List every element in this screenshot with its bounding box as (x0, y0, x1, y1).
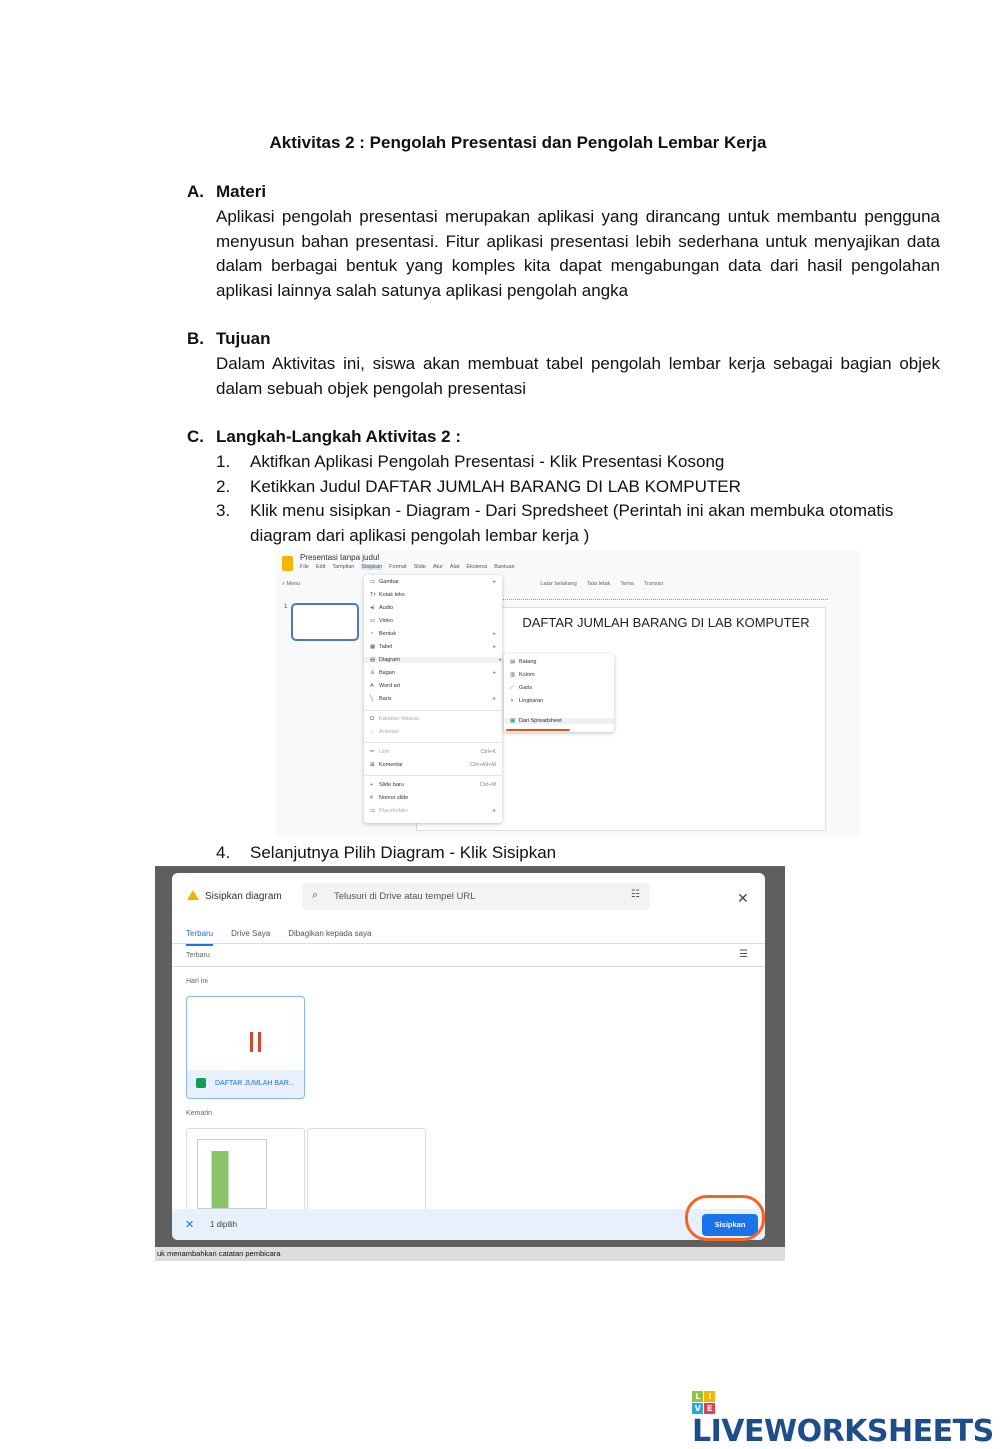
menu-tampilan[interactable]: Tampilan (332, 564, 355, 570)
logo-letter-tile: E (704, 1403, 715, 1414)
menu-item-icon: ▭ (370, 618, 376, 624)
speaker-notes: uk menambahkan catatan pembicara (155, 1247, 785, 1261)
section-a-body: Aplikasi pengolah presentasi merupakan aplikasi yang dirancang untuk membantu pengguna menyusun bahan presentasi. Fitur aplikasi presentasi lebih sederhana untuk menyajikan data dalam berbagai bentuk yang komples kita dapat mengabungan data dari hasil pengolahan aplikasi lainnya salah satunya aplikasi pengolah angka (216, 207, 940, 300)
spreadsheet-thumbnail (197, 1139, 267, 1209)
tab-drive-saya[interactable]: Drive Saya (231, 929, 271, 938)
menu-item-label: Nomor slide (379, 795, 409, 801)
live-logo-icon (692, 1391, 715, 1414)
menu-item-label: Batang (519, 659, 537, 665)
insert-menu-item[interactable] (370, 749, 496, 756)
insert-menu-item[interactable] (370, 670, 496, 676)
transition-button[interactable]: Transisi (643, 581, 663, 587)
menu-divider (364, 775, 502, 776)
menu-item-label: Dari Spreadsheet (519, 718, 562, 724)
menu-item-shortcut: Ctrl+K (480, 749, 496, 755)
close-icon[interactable]: ✕ (737, 890, 749, 906)
logo-letter-tile: V (692, 1403, 703, 1414)
page-title: Aktivitas 2 : Pengolah Presentasi dan Pengolah Lembar Kerja (269, 133, 767, 152)
group-today: Hari ini (186, 978, 208, 985)
menu-sisipkan[interactable]: Sisipkan (361, 564, 383, 570)
divider (172, 966, 765, 967)
menu-item-icon: Ω (370, 716, 375, 722)
slides-insert-menu-screenshot (276, 550, 860, 837)
ruler (498, 594, 828, 600)
menu-item-shortcut: Ctrl+M (479, 782, 496, 788)
menu-item-icon: + (370, 782, 374, 788)
menu-item-icon: ╲ (370, 696, 374, 702)
diagram-submenu (504, 654, 614, 732)
menu-item-icon: ♙ (370, 670, 375, 676)
dialog-title: Sisipkan diagram (187, 890, 282, 902)
menu-item-label: Animasi (379, 729, 399, 735)
insert-chart-dialog-screenshot (155, 866, 785, 1261)
menu-alat[interactable]: Alat (449, 564, 460, 570)
document-title: Presentasi tanpa judul (300, 553, 380, 562)
layout-button[interactable]: Tata letak (586, 581, 611, 587)
insert-menu-item[interactable] (370, 605, 496, 611)
insert-menu-item[interactable] (370, 683, 496, 689)
menu-item-icon: # (370, 795, 374, 801)
logo-letter-tile: I (704, 1391, 715, 1402)
blank-file-card[interactable] (307, 1128, 426, 1213)
slide-thumbnail[interactable] (291, 603, 359, 641)
logo-letter-tile: L (692, 1391, 703, 1402)
menu-item-shortcut: ▸ (499, 657, 502, 663)
menu-item-label: Video (379, 618, 393, 624)
chart-file-card-selected[interactable] (186, 996, 305, 1099)
insert-menu-item[interactable] (370, 782, 496, 788)
menu-item-label: Word art (379, 683, 400, 689)
menu-item-icon: ▦ (370, 644, 376, 650)
menu-item-icon: ◔ (370, 631, 374, 637)
diagram-menu-item[interactable] (510, 698, 610, 704)
drive-search-input[interactable]: ⌕ Telusuri di Drive atau tempel URL ☷ (302, 883, 650, 910)
menu-search[interactable]: ⌕ Menu (282, 580, 301, 587)
insert-menu-item[interactable] (370, 795, 496, 801)
menu-item-label: Bentuk (379, 631, 397, 637)
menu-item-shortcut: ▸ (493, 670, 496, 676)
menu-item-label: Diagram (379, 657, 400, 663)
menu-item-icon: ▦ (510, 718, 516, 724)
insert-menu-item[interactable] (370, 592, 496, 598)
menu-item-shortcut: Ctrl+Alt+M (470, 762, 496, 768)
menu-item-icon: Tт (370, 592, 376, 598)
menu-item-label: Kolom (519, 672, 535, 678)
menu-bar (300, 564, 515, 570)
diagram-menu-item[interactable] (510, 672, 610, 678)
sheets-icon (196, 1078, 206, 1088)
menu-item-icon: ▭ (370, 579, 376, 585)
insert-menu-item[interactable] (370, 762, 496, 768)
menu-item-icon: ▭ (370, 808, 376, 814)
section-c-heading: C. Langkah-Langkah Aktivitas 2 : (187, 427, 461, 446)
filter-icon[interactable]: ☷ (631, 889, 640, 900)
menu-bantuan[interactable]: Bantuan (494, 564, 515, 570)
insert-menu-item[interactable] (370, 579, 496, 585)
spreadsheet-file-card[interactable] (186, 1128, 305, 1213)
tab-dibagikan[interactable]: Dibagikan kepada saya (288, 929, 372, 938)
tab-terbaru[interactable]: Terbaru (186, 929, 213, 946)
step-2: 2. Ketikkan Judul DAFTAR JUMLAH BARANG DI LAB KOMPUTER (216, 477, 741, 496)
slide-number: 1 (284, 604, 288, 610)
menu-item-icon: ⊞ (370, 762, 375, 768)
menu-item-icon: ⟋ (510, 685, 514, 691)
menu-item-icon: ◌ (370, 729, 374, 735)
menu-format[interactable]: Format (389, 564, 407, 570)
insert-menu-item[interactable] (364, 657, 502, 663)
menu-item-label: Bagan (379, 670, 395, 676)
selection-bar (172, 1209, 765, 1240)
slides-logo-icon (282, 556, 293, 571)
theme-button[interactable]: Tema (620, 581, 634, 587)
menu-item-shortcut: ▸ (493, 631, 496, 637)
liveworksheets-logo: L I V E LIVEWORKSHEETS (692, 1392, 994, 1449)
diagram-menu-item[interactable] (504, 718, 614, 724)
group-yesterday: Kemarin (186, 1110, 213, 1117)
menu-item-label: Lingkaran (519, 698, 544, 704)
menu-item-shortcut: ▸ (493, 808, 496, 814)
menu-item-icon: ◂) (370, 605, 375, 611)
menu-item-label: Gambar (379, 579, 399, 585)
menu-item-label: Audio (379, 605, 394, 611)
section-b-body: Dalam Aktivitas ini, siswa akan membuat tabel pengolah lembar kerja sebagai bagian objek dalam sebuah objek pengolah presentasi (216, 354, 940, 398)
menu-item-shortcut: ▸ (493, 579, 496, 585)
menu-item-icon: ▤ (510, 659, 516, 665)
list-header: Terbaru (186, 952, 210, 959)
google-drive-icon (187, 890, 199, 900)
step-1: 1. Aktifkan Aplikasi Pengolah Presentasi - Klik Presentasi Kosong (216, 452, 725, 471)
slide-title: DAFTAR JUMLAH BARANG DI LAB KOMPUTER (522, 615, 810, 630)
menu-item-shortcut: ▸ (493, 696, 496, 702)
menu-item-icon: ▥ (510, 672, 516, 678)
list-view-icon[interactable]: ☰ (739, 949, 748, 960)
section-a-heading: A. Materi (187, 182, 267, 201)
menu-item-label: Slide baru (379, 782, 404, 788)
menu-item-label: Baris (379, 696, 392, 702)
insert-chart-dialog (172, 873, 765, 1240)
menu-item-label: Garis (519, 685, 533, 691)
menu-atur[interactable]: Atur (432, 564, 443, 570)
menu-edit[interactable]: Edit (315, 564, 326, 570)
menu-divider (364, 710, 502, 711)
menu-item-shortcut: ▸ (493, 644, 496, 650)
insert-menu-item[interactable] (370, 729, 496, 735)
menu-item-icon: ⎓ (370, 749, 375, 755)
insert-menu-item[interactable] (370, 631, 496, 637)
step-4: 4. Selanjutnya Pilih Diagram - Klik Sisipkan (216, 843, 557, 862)
insert-menu-item[interactable] (370, 618, 496, 624)
menu-file[interactable]: File (300, 564, 309, 570)
menu-item-icon: ▤ (370, 657, 376, 663)
divider (172, 943, 765, 944)
step-3: 3. Klik menu sisipkan - Diagram - Dari Spredsheet (Perintah ini akan membuka otomatis diagram dari aplikasi pengolah lembar kerja ) (216, 501, 894, 545)
insert-menu-item[interactable] (370, 716, 496, 722)
insert-menu-item[interactable] (370, 808, 496, 814)
red-underline-annotation (506, 729, 570, 731)
menu-item-label: Placeholder (379, 808, 409, 814)
insert-menu (364, 575, 502, 823)
insert-menu-item[interactable] (370, 644, 496, 650)
thumbnail-bar (250, 1032, 253, 1052)
section-b-heading: B. Tujuan (187, 329, 271, 348)
clear-selection-icon[interactable]: ✕ (185, 1219, 195, 1231)
file-name: DAFTAR JUMLAH BAR... (215, 1080, 295, 1087)
search-icon: ⌕ (312, 889, 319, 901)
menu-ekstensi[interactable]: Ekstensi (466, 564, 488, 570)
menu-slide[interactable]: Slide (413, 564, 426, 570)
diagram-menu-item[interactable] (510, 685, 610, 692)
menu-divider (364, 742, 502, 743)
menu-item-label: Kotak teks (379, 592, 405, 598)
menu-item-label: Karakter khusus (379, 716, 419, 722)
thumbnail-bar (258, 1032, 261, 1052)
insert-menu-item[interactable] (370, 696, 496, 702)
selected-count: 1 dipilih (210, 1220, 238, 1229)
insert-button[interactable]: Sisipkan (702, 1214, 758, 1236)
menu-item-label: Komentar (379, 762, 403, 768)
background-button[interactable]: Latar belakang (540, 581, 577, 587)
menu-item-label: Link (379, 749, 390, 755)
menu-item-label: Tabel (379, 644, 393, 650)
diagram-menu-item[interactable] (510, 659, 610, 665)
menu-item-icon: A (370, 683, 374, 689)
orange-circle-annotation (685, 1195, 765, 1241)
menu-item-icon: ◑ (510, 698, 514, 704)
